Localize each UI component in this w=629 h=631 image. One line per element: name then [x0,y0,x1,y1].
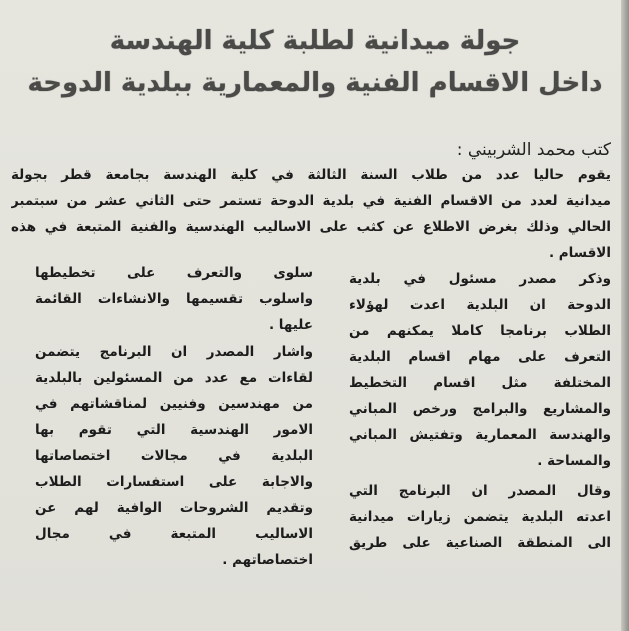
right-column-line: الدوحة ان البلدية اعدت لهؤلاء [349,297,611,313]
left-column-line: واشار المصدر ان البرنامج يتضمن [35,344,313,360]
left-column-line: والاجابة على استفسارات الطلاب [35,474,313,490]
left-column-line: البلدية في مجالات اختصاصاتها [35,448,313,464]
left-column-line: اختصاصاتهم . [222,552,313,568]
lead-line: الحالي وذلك بغرض الاطلاع عن كثب على الاساليب الهندسية والفنية المتبعة في هذه [11,219,611,235]
right-column-line: الطلاب برنامجا كاملا يمكنهم من [349,323,611,339]
paper-edge [621,0,629,631]
left-column-line: لقاءات مع عدد من المسئولين بالبلدية [35,370,313,386]
left-column-line: وتقديم الشروحات الوافية لهم عن [35,500,313,516]
right-column-line: الى المنطقة الصناعية على طريق [349,535,611,551]
headline-line-2: داخل الاقسام الفنية والمعمارية ببلدية الدوحة [27,68,603,98]
left-column-line: الاساليب المتبعة في مجال [35,526,313,542]
lead-line: الاقسام . [548,245,611,261]
right-column-line: والهندسة المعمارية وتفتيش المباني [349,427,611,443]
byline: كتب محمد الشربيني : [456,140,611,160]
right-column-line: والمشاريع والبرامج ورخص المباني [349,401,611,417]
right-column-line: التعرف على مهام اقسام البلدية [349,349,611,365]
left-column-line: من مهندسين وفنيين لمناقشاتهم في [35,396,313,412]
right-column-line: وقال المصدر ان البرنامج التي [349,483,611,499]
right-column-line: وذكر مصدر مسئول في بلدية [349,271,611,287]
right-column-line: المختلفة مثل اقسام التخطيط [349,375,611,391]
right-column-line: والمساحة . [537,453,611,469]
headline-line-1: جولة ميدانية لطلبة كلية الهندسة [109,26,521,56]
left-column-line: الامور الهندسية التي تقوم بها [35,422,313,438]
right-column-line: اعدته البلدية يتضمن زيارات ميدانية [349,509,611,525]
left-column-line: واسلوب تقسيمها والانشاءات القائمة [35,291,313,307]
lead-line: يقوم حاليا عدد من طلاب السنة الثالثة في كلية الهندسة بجامعة قطر بجولة [11,167,611,183]
lead-line: ميدانية لعدد من الاقسام الفنية في بلدية الدوحة تستمر حتى الثاني عشر من سبتمبر [11,193,611,209]
left-column-line: سلوى والتعرف على تخطيطها [35,265,313,281]
left-column-line: عليها . [268,317,313,333]
